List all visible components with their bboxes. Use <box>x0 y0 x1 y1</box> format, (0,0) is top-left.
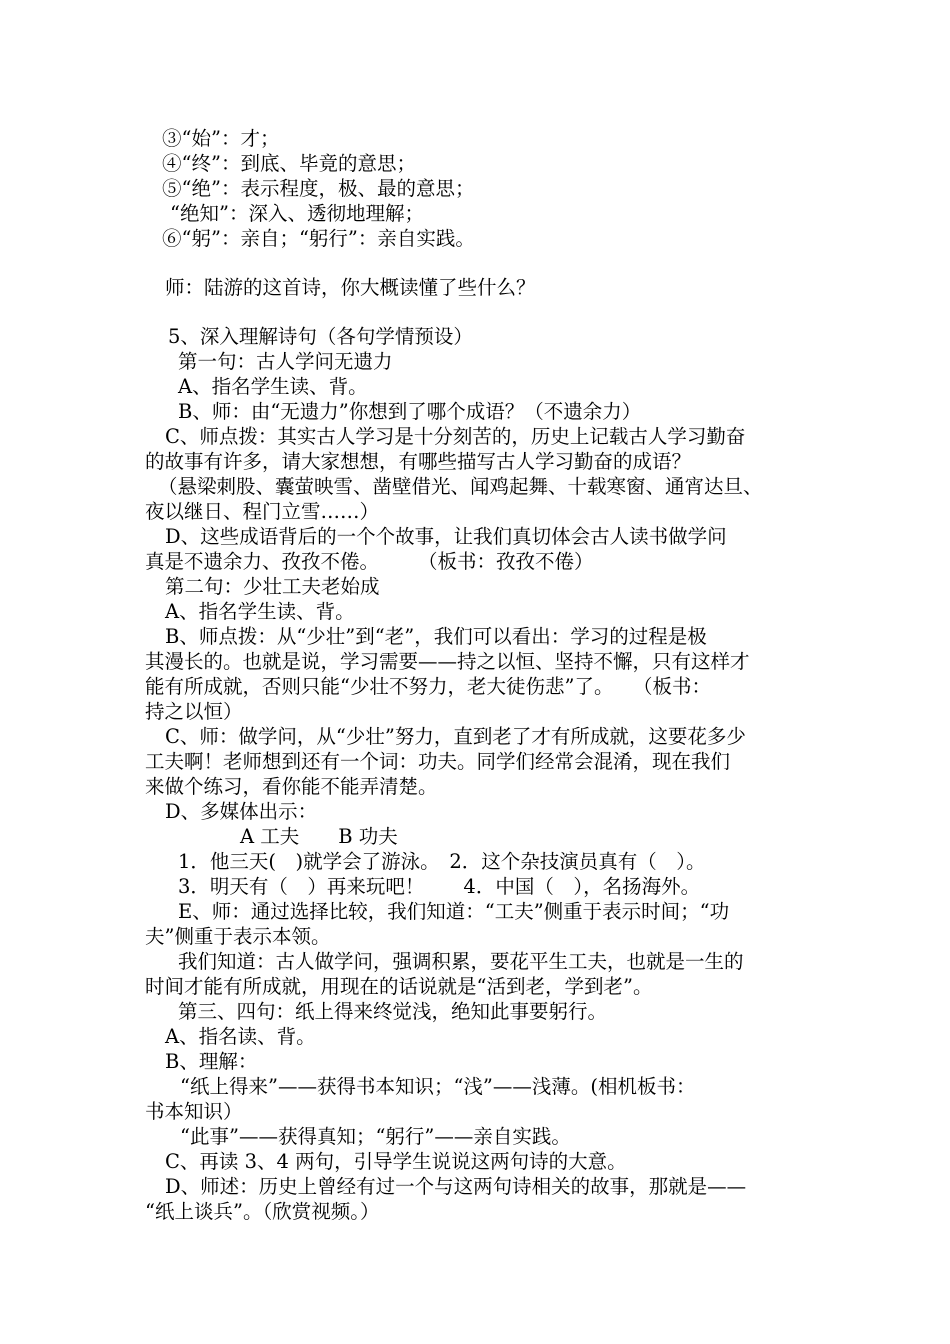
paragraph: “此事”——获得真知；“躬行”——亲自实践。 <box>180 1125 571 1148</box>
paragraph: 夜以继日、程门立雪……） <box>145 500 380 523</box>
exercise-row-2: 3．明天有（ ）再来玩吧！ 4．中国（ ），名扬海外。 <box>178 875 701 898</box>
paragraph: 来做个练习，看你能不能弄清楚。 <box>145 775 438 798</box>
paragraph: 工夫啊！老师想到还有一个词：功夫。同学们经常会混淆，现在我们 <box>145 750 731 773</box>
paragraph: A、指名读、背。 <box>165 1025 316 1048</box>
gloss-gong: ⑥“躬”：亲自；“躬行”：亲自实践。 <box>162 227 475 250</box>
paragraph: A、指名学生读、背。 <box>165 600 355 623</box>
exercise-row-1: 1．他三天( )就学会了游泳。 2．这个杂技演员真有（ ）。 <box>178 850 706 873</box>
paragraph: 时间才能有所成就，用现在的话说就是“活到老，学到老”。 <box>145 975 653 998</box>
teacher-question: 师：陆游的这首诗，你大概读懂了些什么？ <box>165 276 536 299</box>
paragraph: 其漫长的。也就是说，学习需要——持之以恒、坚持不懈，只有这样才 <box>145 650 750 673</box>
paragraph: C、师：做学问，从“少壮”努力，直到老了才有所成就，这要花多少 <box>165 725 746 748</box>
paragraph: D、多媒体出示： <box>165 800 318 823</box>
paragraph: （悬梁刺股、囊萤映雪、凿壁借光、闻鸡起舞、十载寒窗、通宵达旦、 <box>158 475 763 498</box>
paragraph: C、师点拨：其实古人学习是十分刻苦的，历史上记载古人学习勤奋 <box>165 425 746 448</box>
paragraph: B、师：由“无遗力”你想到了哪个成语？（不遗余力） <box>178 400 642 423</box>
paragraph: 我们知道：古人做学问，强调积累，要花平生工夫，也就是一生的 <box>178 950 744 973</box>
gloss-juezhi: “绝知”：深入、透彻地理解； <box>170 202 424 225</box>
paragraph: E、师：通过选择比较，我们知道：“工夫”侧重于表示时间；“功 <box>178 900 730 923</box>
paragraph: 能有所成就，否则只能“少壮不努力，老大徒伤悲”了。 （板书： <box>145 675 711 698</box>
exercise-options: A 工夫 B 功夫 <box>240 825 398 848</box>
paragraph: 书本知识） <box>145 1100 243 1123</box>
line-two-heading: 第二句：少壮工夫老始成 <box>165 575 380 598</box>
paragraph: B、师点拨：从“少壮”到“老”，我们可以看出：学习的过程是极 <box>165 625 707 648</box>
line-three-four-heading: 第三、四句：纸上得来终觉浅，绝知此事要躬行。 <box>178 1000 608 1023</box>
line-one-heading: 第一句：古人学问无遗力 <box>178 350 393 373</box>
paragraph: B、理解： <box>165 1050 258 1073</box>
gloss-shi: ③“始”：才； <box>162 127 280 150</box>
paragraph: 的故事有许多，请大家想想，有哪些描写古人学习勤奋的成语？ <box>145 450 692 473</box>
paragraph: A、指名学生读、背。 <box>178 375 368 398</box>
gloss-jue: ⑤“绝”：表示程度，极、最的意思； <box>162 177 475 200</box>
paragraph: C、再读 3、4 两句，引导学生说说这两句诗的大意。 <box>165 1150 627 1173</box>
paragraph: 真是不遗余力、孜孜不倦。 （板书：孜孜不倦） <box>145 550 594 573</box>
gloss-zhong: ④“终”：到底、毕竟的意思； <box>162 152 416 175</box>
paragraph: D、这些成语背后的一个个故事，让我们真切体会古人读书做学问 <box>165 525 727 548</box>
paragraph: 夫”侧重于表示本领。 <box>145 925 331 948</box>
paragraph: “纸上谈兵”。（欣赏视频。） <box>145 1200 380 1223</box>
paragraph: “纸上得来”——获得书本知识；“浅”——浅薄。(相机板书： <box>180 1075 696 1098</box>
section-heading: 5、深入理解诗句（各句学情预设） <box>168 325 473 348</box>
paragraph: 持之以恒） <box>145 700 243 723</box>
paragraph: D、师述：历史上曾经有过一个与这两句诗相关的故事，那就是—— <box>165 1175 747 1198</box>
